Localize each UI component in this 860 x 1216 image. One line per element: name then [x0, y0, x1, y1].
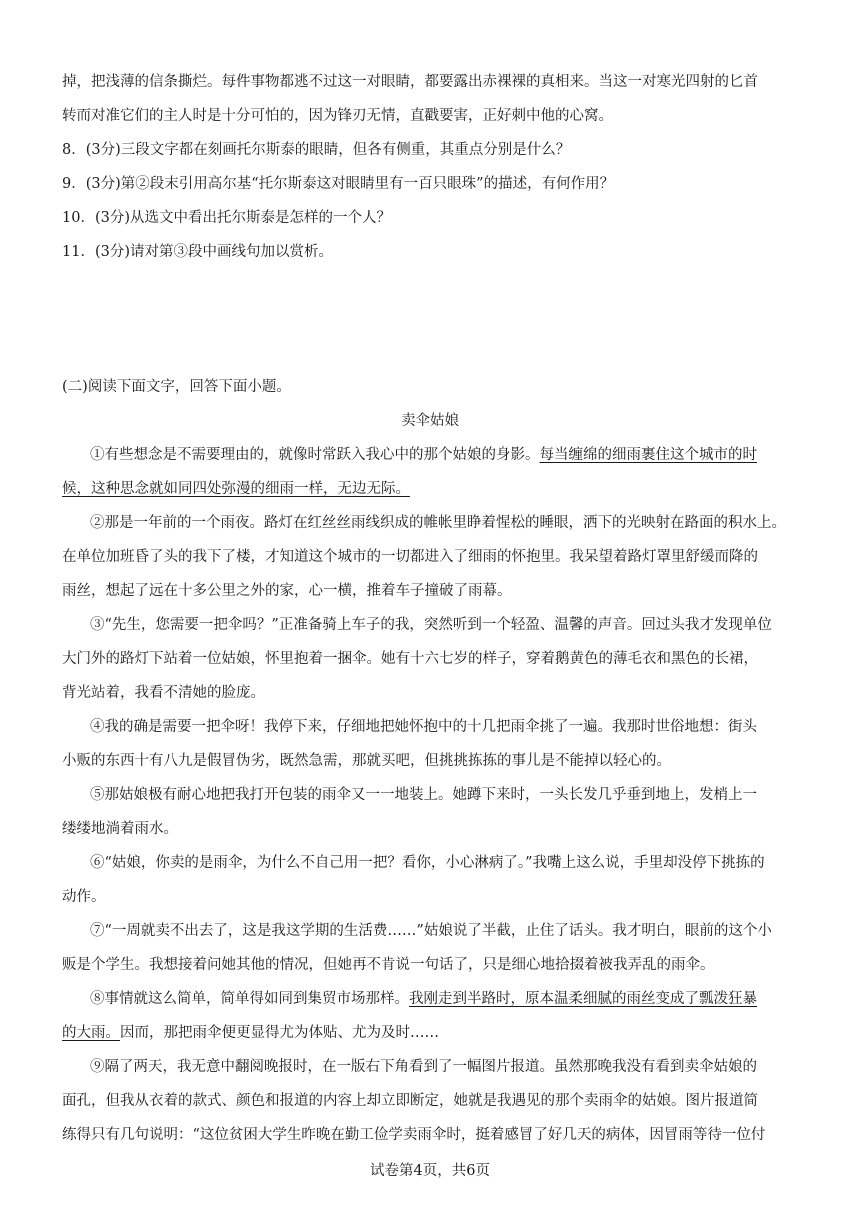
paragraph-1-cont	[62, 479, 802, 499]
question-11: 11．(3分)请对第③段中画线句加以赏析。	[62, 244, 333, 260]
underlined-sentence: 候，这种思念就如同四处弥漫的细雨一样，无边无际。	[62, 481, 410, 497]
paragraph-8-cont	[62, 1023, 802, 1043]
paragraph-4: ④我的确是需要一把伞呀！我停下来，仔细地把她怀抱中的十几把雨伞挑了一遍。我那时世俗地想：街头	[90, 719, 757, 735]
paragraph-line: 背光站着，我看不清她的脸庞。	[62, 685, 265, 701]
underlined-sentence: 每当缠绵的细雨裹住这个城市的时	[539, 447, 757, 463]
question-9: 9．(3分)第②段末引用高尔基“托尔斯泰这对眼睛里有一百只眼珠”的描述，有何作用？	[62, 176, 615, 192]
paragraph-6: ⑥“姑娘，你卖的是雨伞，为什么不自己用一把？看你，小心淋病了。”我嘴上这么说，手里却没停下挑拣的	[90, 855, 765, 871]
page-footer: 试卷第4页，共6页	[370, 1163, 490, 1179]
paragraph-9: ⑨隔了两天，我无意中翻阅晚报时，在一版右下角看到了一幅图片报道。虽然那晚我没有看到卖伞姑娘的	[90, 1059, 757, 1075]
paragraph-line: 大门外的路灯下站着一位姑娘，怀里抱着一捆伞。她有十六七岁的样子，穿着鹅黄色的薄毛衣和黑色的长裙，	[62, 651, 758, 667]
paragraph-7: ⑦“一周就卖不出去了，这是我这学期的生活费……”姑娘说了半截，止住了话头。我才明白，眼前的这个小	[90, 923, 772, 939]
paragraph-line: 缕缕地淌着雨水。	[62, 821, 178, 837]
paragraph-3: ③“先生，您需要一把伞吗？”正准备骑上车子的我，突然听到一个轻盈、温馨的声音。回过头我才发现单位	[90, 617, 772, 633]
paragraph-text: ⑧事情就这么简单，简单得如同到集贸市场那样。	[90, 991, 409, 1007]
paragraph-2: ②那是一年前的一个雨夜。路灯在红丝丝雨线织成的帷帐里睁着惺松的睡眼，洒下的光映射在路面的积水上。	[90, 515, 786, 531]
paragraph-line: 练得只有几句说明：“这位贫困大学生昨晚在勤工俭学卖雨伞时，挺着感冒了好几天的病体，因冒雨等待一位付	[62, 1127, 766, 1143]
paragraph-line: 动作。	[62, 889, 106, 905]
question-8: 8．(3分)三段文字都在刻画托尔斯泰的眼睛，但各有侧重，其重点分别是什么？	[62, 142, 571, 158]
passage-title: 卖伞姑娘	[401, 413, 459, 429]
underlined-sentence: 我刚走到半路时，原本温柔细腻的雨丝变成了瓢泼狂暴	[409, 991, 757, 1007]
paragraph-line: 面孔，但我从衣着的款式、颜色和报道的内容上却立即断定，她就是我遇见的那个卖雨伞的姑娘。图片报道简	[62, 1093, 758, 1109]
paragraph-line: 雨丝，想起了远在十多公里之外的家，心一横，推着车子撞破了雨幕。	[62, 583, 512, 599]
paragraph-line: 贩是个学生。我想接着问她其他的情况，但她再不肯说一句话了，只是细心地拾掇着被我弄乱的雨伞。	[62, 957, 715, 973]
question-10: 10．(3分)从选文中看出托尔斯泰是怎样的一个人？	[62, 210, 391, 226]
passage-line: 掉，把浅薄的信条撕烂。每件事物都逃不过这一对眼睛，都要露出赤裸裸的真相来。当这一对寒光四射的匕首	[62, 74, 758, 90]
paragraph-text: ①有些想念是不需要理由的，就像时常跃入我心中的那个姑娘的身影。	[90, 447, 540, 463]
underlined-sentence: 的大雨。	[62, 1025, 120, 1041]
section-heading: (二)阅读下面文字，回答下面小题。	[62, 379, 291, 395]
paragraph-1	[90, 445, 802, 465]
passage-line: 转而对准它们的主人时是十分可怕的，因为锋刃无情，直戳要害，正好刺中他的心窝。	[62, 108, 613, 124]
paragraph-text: 因而，那把雨伞便更显得尤为体贴、尤为及时……	[120, 1025, 439, 1041]
paragraph-8	[90, 989, 802, 1009]
paragraph-5: ⑤那姑娘极有耐心地把我打开包装的雨伞又一一地装上。她蹲下来时，一头长发几乎垂到地上，发梢上一	[90, 787, 757, 803]
paragraph-line: 在单位加班昏了头的我下了楼，才知道这个城市的一切都进入了细雨的怀抱里。我呆望着路灯罩里舒缓而降的	[62, 549, 758, 565]
paragraph-line: 小贩的东西十有八九是假冒伪劣，既然急需，那就买吧，但挑挑拣拣的事儿是不能掉以轻心的。	[62, 753, 671, 769]
